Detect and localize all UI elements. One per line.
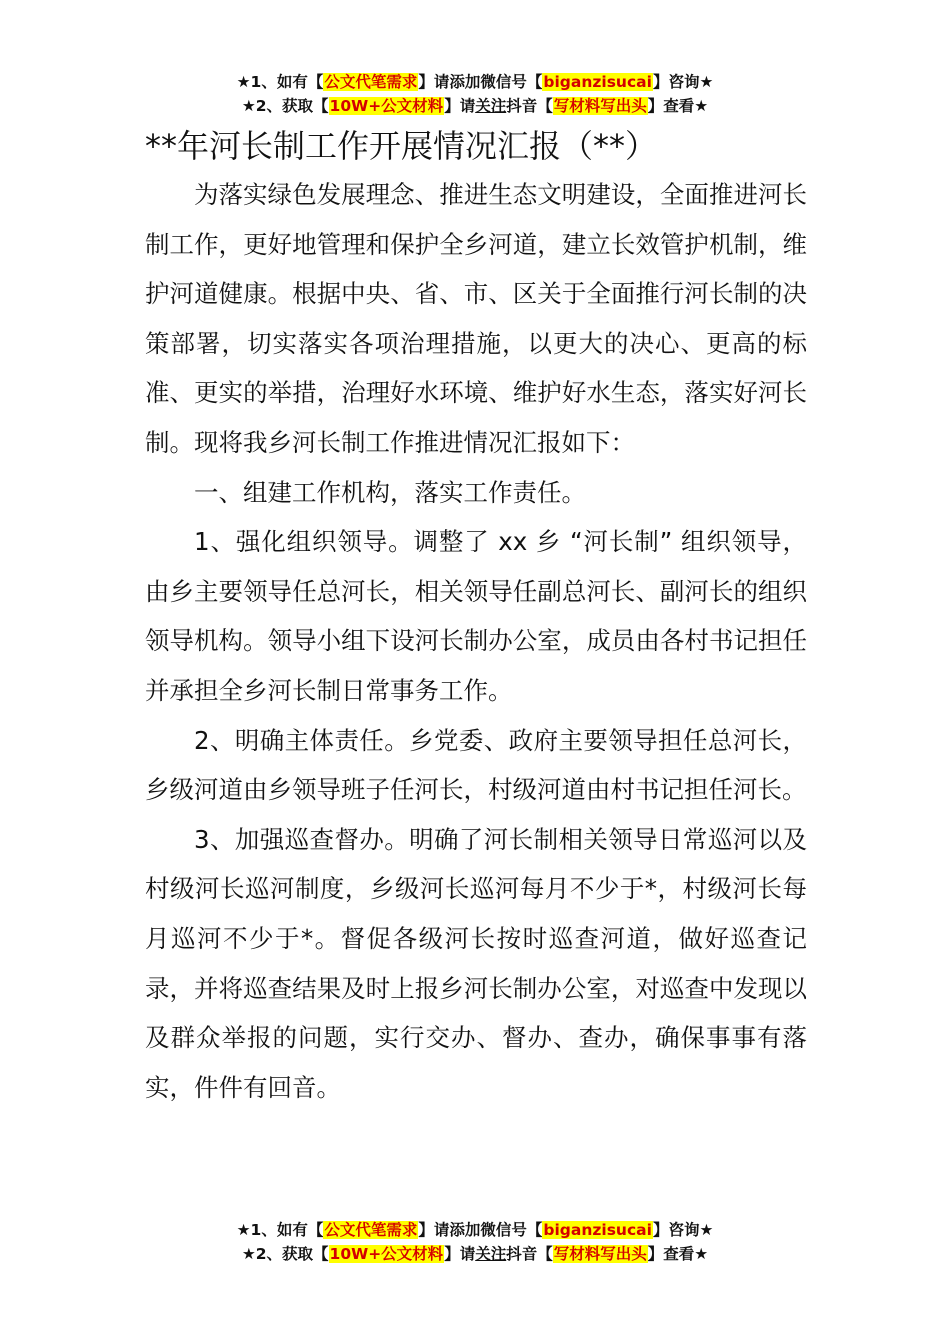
promo-line-1 bbox=[0, 1218, 950, 1242]
promo-underlined: 关注 bbox=[475, 97, 507, 115]
promo-underlined: 关注 bbox=[475, 1245, 507, 1263]
promo-highlight: 10W+公文材料 bbox=[329, 1245, 444, 1263]
promo-highlight: 10W+公文材料 bbox=[329, 97, 444, 115]
document-title: **年河长制工作开展情况汇报（**） bbox=[145, 127, 658, 165]
promo-text: ★2、获取【 bbox=[241, 1245, 329, 1263]
promo-text: 抖音【 bbox=[506, 97, 553, 115]
douyin-name-highlight: 写材料写出头 bbox=[553, 1245, 647, 1263]
promo-text: ★2、获取【 bbox=[241, 97, 329, 115]
promo-banner-top bbox=[0, 70, 950, 118]
promo-text: 】请添加微信号【 bbox=[418, 73, 543, 91]
promo-line-1 bbox=[0, 70, 950, 94]
promo-line-2 bbox=[0, 94, 950, 118]
promo-text: 】请 bbox=[444, 97, 476, 115]
paragraph-item-3: 3、加强巡查督办。明确了河长制相关领导日常巡河以及村级河长巡河制度，乡级河长巡河每月不少于*，村级河长每月巡河不少于*。督促各级河长按时巡查河道，做好巡查记录，并将巡查结果及时上报乡河长制办公室，对巡查中发现以及群众举报的问题，实行交办、督办、查办，确保事事有落实，件件有回音。 bbox=[145, 824, 807, 1102]
document-body bbox=[145, 170, 807, 1112]
promo-text: 】查看★ bbox=[647, 1245, 709, 1263]
promo-text: 】请添加微信号【 bbox=[418, 1221, 543, 1239]
promo-text: ★1、如有【 bbox=[236, 73, 324, 91]
section-heading: 一、组建工作机构，落实工作责任。 bbox=[194, 477, 586, 507]
promo-banner-bottom bbox=[0, 1218, 950, 1266]
paragraph-item-1: 1、强化组织领导。调整了 xx 乡 “河长制” 组织领导，由乡主要领导任总河长，相关领导任副总河长、副河长的组织领导机构。领导小组下设河长制办公室，成员由各村书记担任并承担全乡河长制日常事务工作。 bbox=[145, 527, 807, 705]
promo-text: 】请 bbox=[444, 1245, 476, 1263]
wechat-id-highlight: biganzisucai bbox=[543, 1221, 652, 1239]
paragraph-item-2: 2、明确主体责任。乡党委、政府主要领导担任总河长，乡级河道由乡领导班子任河长，村级河道由村书记担任河长。 bbox=[145, 725, 807, 805]
promo-highlight: 公文代笔需求 bbox=[324, 73, 418, 91]
promo-text: 抖音【 bbox=[506, 1245, 553, 1263]
douyin-name-highlight: 写材料写出头 bbox=[553, 97, 647, 115]
promo-line-2 bbox=[0, 1242, 950, 1266]
promo-text: 】查看★ bbox=[647, 97, 709, 115]
promo-text: 】咨询★ bbox=[652, 73, 714, 91]
promo-highlight: 公文代笔需求 bbox=[324, 1221, 418, 1239]
promo-text: 】咨询★ bbox=[652, 1221, 714, 1239]
wechat-id-highlight: biganzisucai bbox=[543, 73, 652, 91]
promo-text: ★1、如有【 bbox=[236, 1221, 324, 1239]
paragraph-intro: 为落实绿色发展理念、推进生态文明建设，全面推进河长制工作，更好地管理和保护全乡河道，建立长效管护机制，维护河道健康。根据中央、省、市、区关于全面推行河长制的决策部署，切实落实各项治理措施，以更大的决心、更高的标准、更实的举措，治理好水环境、维护好水生态，落实好河长制。现将我乡河长制工作推进情况汇报如下： bbox=[145, 180, 807, 457]
